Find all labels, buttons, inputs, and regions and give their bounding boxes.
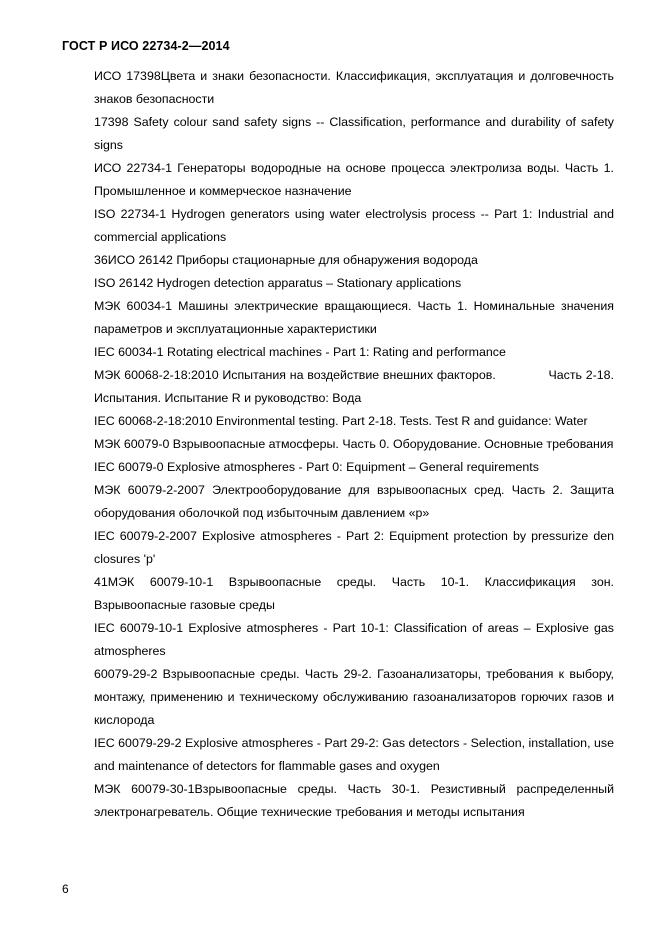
reference-entry: МЭК 60079-30-1Взрывоопасные среды. Часть 30-1. Резистивный распределенный электронагреватель. Общие технические требования и методы испытания (94, 782, 614, 819)
reference-entry: ISO 26142 Hydrogen detection apparatus – Stationary applications (94, 276, 462, 290)
reference-entry: МЭК 60034-1 Машины электрические вращающиеся. Часть 1. Номинальные значения параметров и эксплуатационные характеристики (94, 299, 614, 336)
reference-entry: ИСО 17398Цвета и знаки безопасности. Классификация, эксплуатация и долговечность знаков безопасности (94, 69, 614, 106)
reference-entry: МЭК 60068-2-18:2010 Испытания на воздействие внешних факторов. Часть 2-18. Испытания. Испытание R и руководство: Вода (94, 368, 618, 405)
reference-list (94, 65, 618, 824)
reference-entry: МЭК 60079-0 Взрывоопасные атмосферы. Часть 0. Оборудование. Основные требования (94, 437, 614, 451)
reference-entry: 60079-29-2 Взрывоопасные среды. Часть 29-2. Газоанализаторы, требования к выбору, монтажу, применению и техническому обслуживанию газоанализаторов горючих газов и кислорода (94, 667, 614, 727)
reference-entry: ИСО 22734-1 Генераторы водородные на основе процесса электролиза воды. Часть 1. Промышленное и коммерческое назначение (94, 161, 614, 198)
reference-entry: IEC 60068-2-18:2010 Environmental testing. Part 2-18. Tests. Test R and guidance: Water (94, 414, 588, 428)
reference-entry: МЭК 60079-2-2007 Электрооборудование для взрывоопасных сред. Часть 2. Защита оборудования оболочкой под избыточным давлением «р» (94, 483, 614, 520)
reference-entry: IEC 60034-1 Rotating electrical machines - Part 1: Rating and performance (94, 345, 506, 359)
reference-entry: IEC 60079-10-1 Explosive atmospheres - Part 10-1: Classification of areas – Explosive gas atmospheres (94, 621, 614, 658)
document-header: ГОСТ Р ИСО 22734-2—2014 (62, 39, 230, 53)
reference-entry: 36ИСО 26142 Приборы стационарные для обнаружения водорода (94, 253, 478, 267)
reference-entry: IEC 60079-2-2007 Explosive atmospheres - Part 2: Equipment protection by pressurize den closures 'p' (94, 529, 614, 566)
reference-entry: 17398 Safety colour sand safety signs -- Classification, performance and durability of safety signs (94, 115, 614, 152)
reference-entry: ISO 22734-1 Hydrogen generators using water electrolysis process -- Part 1: Industrial and commercial applications (94, 207, 614, 244)
reference-entry: IEC 60079-0 Explosive atmospheres - Part 0: Equipment – General requirements (94, 460, 539, 474)
page-number: 6 (62, 882, 69, 896)
reference-entry: 41МЭК 60079-10-1 Взрывоопасные среды. Часть 10-1. Классификация зон. Взрывоопасные газовые среды (94, 575, 614, 612)
reference-entry: IEC 60079-29-2 Explosive atmospheres - Part 29-2: Gas detectors - Selection, installation, use and maintenance of detectors for flammable gases and oxygen (94, 736, 614, 773)
